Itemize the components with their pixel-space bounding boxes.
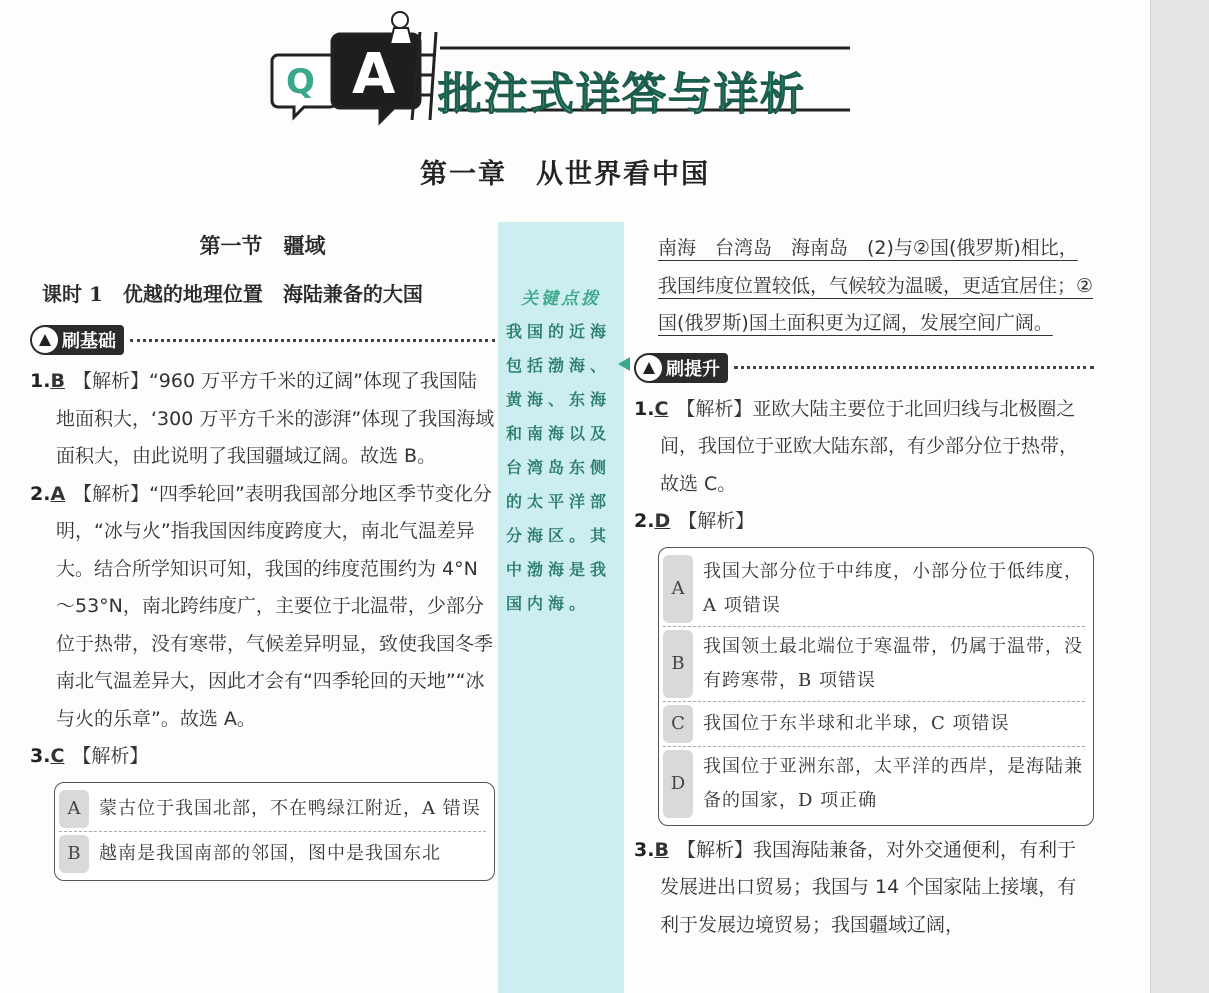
explanation-text: 【解析】	[678, 510, 755, 532]
tag-label: 刷提升	[666, 358, 720, 380]
lesson-title: 课时 1 优越的地理位置 海陆兼备的大国	[42, 282, 423, 306]
pointer-arrow-icon	[618, 357, 630, 371]
option-row	[59, 787, 486, 832]
key-points-text: 我国的近海包括渤海、黄海、东海和南海以及台湾岛东侧的太平洋部分海区。其中渤海是我国内海。	[506, 322, 612, 613]
option-letter: B	[59, 835, 89, 873]
answer-letter: D	[654, 510, 671, 532]
option-letter: A	[663, 555, 693, 623]
tag-badge	[30, 325, 124, 355]
explanation-text: 【解析】“960 万平方千米的辽阔”体现了我国陆地面积大，‘300 万平方千米的澎湃”体现了我国海域面积大，由此说明了我国疆域辽阔。故选 B。	[56, 370, 495, 467]
option-row	[663, 552, 1085, 627]
tag-basic	[30, 323, 495, 357]
question-number: 3.	[30, 745, 51, 767]
dotted-rule	[734, 366, 1094, 369]
option-letter: C	[663, 705, 693, 743]
question-number: 1.	[634, 397, 655, 420]
question-2	[30, 476, 495, 739]
answer-letter: A	[50, 482, 66, 505]
banner-title: 批注式详答与详析	[438, 69, 806, 120]
answer-letter: B	[50, 370, 65, 392]
option-text: 我国领土最北端位于寒温带，仍属于温带，没有跨寒带，B 项错误	[703, 635, 1083, 691]
brush-icon	[636, 355, 662, 381]
explanation-text: 【解析】我国海陆兼备，对外交通便利，有利于发展进出口贸易；我国与 14 个国家陆上接壤，有利于发展边境贸易；我国疆域辽阔，	[660, 838, 1077, 936]
tag-label: 刷基础	[62, 331, 116, 352]
section-title: 第一节 疆域	[199, 233, 326, 258]
q-letter: Q	[286, 62, 315, 102]
banner	[270, 10, 860, 130]
option-letter: A	[59, 790, 89, 828]
options-box	[54, 782, 495, 881]
option-text: 我国大部分位于中纬度，小部分位于低纬度，A 项错误	[703, 560, 1083, 616]
a-letter: A	[352, 42, 396, 107]
tag-advanced	[634, 351, 1094, 385]
option-text: 越南是我国南部的邻国，图中是我国东北	[99, 842, 441, 864]
option-row	[663, 702, 1085, 747]
question-number: 2.	[634, 510, 655, 532]
viewer-scroll-gutter[interactable]	[1150, 0, 1209, 993]
key-points-column	[498, 222, 624, 993]
tag-badge	[634, 353, 728, 383]
option-row	[663, 747, 1085, 821]
continued-answer	[634, 230, 1094, 343]
question-3	[634, 832, 1094, 945]
answer-letter: B	[654, 838, 669, 861]
chapter-title: 第一章 从世界看中国	[420, 159, 710, 190]
option-row	[663, 627, 1085, 702]
option-letter: B	[663, 630, 693, 698]
question-number: 2.	[30, 482, 51, 505]
continued-text: 南海 台湾岛 海南岛 (2)与②国(俄罗斯)相比，我国纬度位置较低，气候较为温暖，更适宜居住；②国(俄罗斯)国土面积更为辽阔，发展空间广阔。	[658, 237, 1094, 334]
left-column	[30, 230, 495, 887]
question-3	[30, 738, 495, 776]
option-text: 我国位于东半球和北半球，C 项错误	[703, 712, 1010, 734]
question-number: 3.	[634, 838, 655, 861]
options-box	[658, 547, 1094, 826]
option-letter: D	[663, 750, 693, 818]
option-text: 蒙古位于我国北部，不在鸭绿江附近，A 错误	[99, 797, 481, 819]
explanation-text: 【解析】“四季轮回”表明我国部分地区季节变化分明，“冰与火”指我国因纬度跨度大，南北气温差异大。结合所学知识可知，我国的纬度范围约为 4°N～53°N，南北跨纬度广，主要位于北温带，少部分位于热带，没有寒带，气候差异明显，致使我国冬季南北气温差异大，因此才会有“四季轮回的天地”“冰与火的乐章”。故选 A。	[56, 482, 494, 730]
brush-icon	[32, 327, 58, 353]
question-1	[30, 363, 495, 476]
question-2	[634, 503, 1094, 541]
option-row	[59, 832, 486, 876]
explanation-text: 【解析】	[72, 745, 149, 767]
question-1	[634, 391, 1094, 504]
answer-letter: C	[654, 397, 669, 420]
answer-letter: C	[50, 745, 65, 767]
question-number: 1.	[30, 370, 51, 392]
right-column	[634, 230, 1094, 944]
key-points-title: 关键点拨	[521, 289, 601, 309]
dotted-rule	[130, 339, 495, 342]
option-text: 我国位于亚洲东部，太平洋的西岸，是海陆兼备的国家，D 项正确	[703, 755, 1083, 811]
explanation-text: 【解析】亚欧大陆主要位于北回归线与北极圈之间，我国位于亚欧大陆东部，有少部分位于热带，故选 C。	[660, 397, 1079, 495]
